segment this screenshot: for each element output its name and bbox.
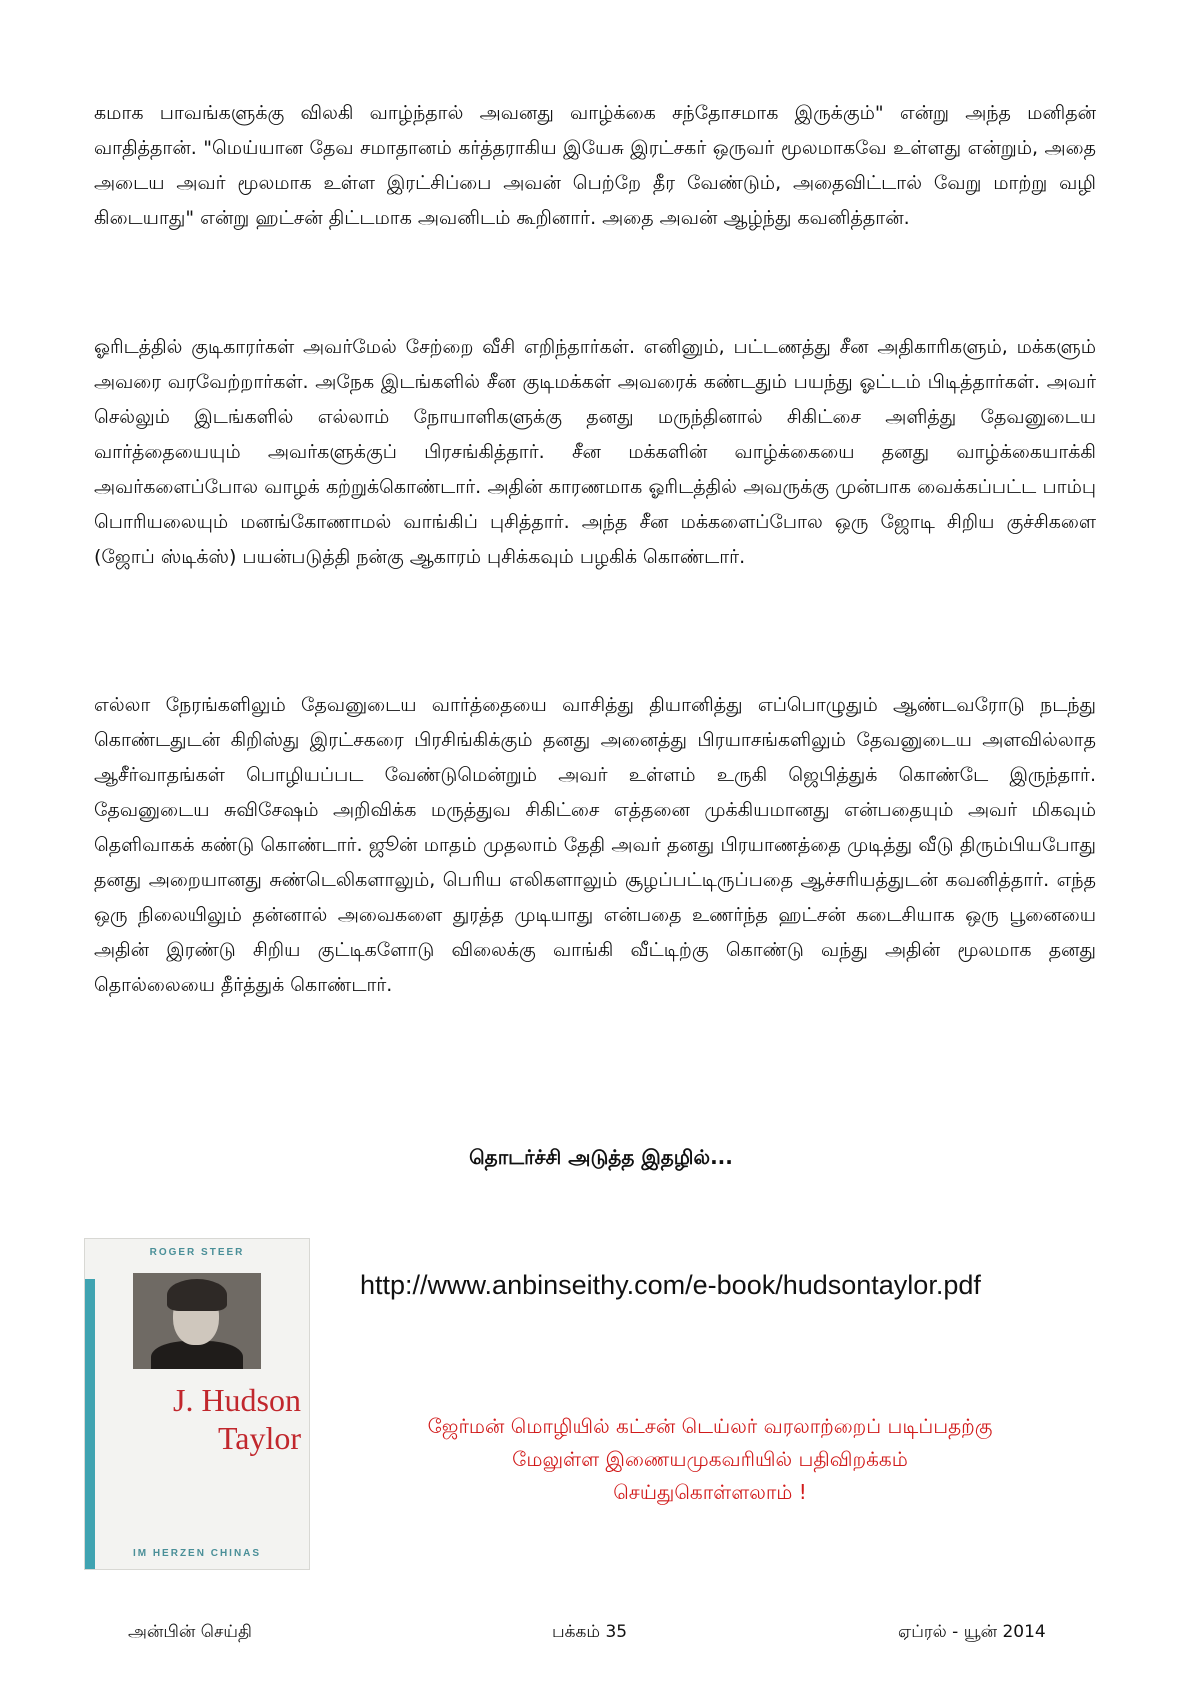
notice-line-1: ஜேர்மன் மொழியில் கட்சன் டெய்லர் வரலாற்றைப் படிப்பதற்கு [427, 1414, 993, 1438]
book-portrait [133, 1273, 261, 1369]
notice-line-2: மேலுள்ள இணையமுகவரியில் பதிவிறக்கம் [512, 1447, 908, 1471]
portrait-hair [167, 1279, 227, 1311]
book-cover-stripe [85, 1279, 95, 1569]
book-cover-image [84, 1238, 310, 1570]
notice-line-3: செய்துகொள்ளலாம் ! [613, 1480, 807, 1504]
download-link[interactable]: http://www.anbinseithy.com/e-book/hudsontaylor.pdf [360, 1270, 981, 1300]
download-notice [320, 1410, 1100, 1509]
book-author: ROGER STEER [149, 1247, 245, 1258]
article-paragraph-1: கமாக பாவங்களுக்கு விலகி வாழ்ந்தால் அவனது வாழ்க்கை சந்தோசமாக இருக்கும்" என்று அந்த மனிதன் வாதித்தான். "மெய்யான தேவ சமாதானம் கர்த்தராகிய இயேசு இரட்சகர் ஒருவர் மூலமாகவே உள்ளது என்றும், அதை அடைய அவர் மூலமாக உள்ள இரட்சிப்பை அவன் பெற்றே தீர வேண்டும், அதைவிட்டால் வேறு மாற்று வழி கிடையாது" என்று ஹட்சன் திட்டமாக அவனிடம் கூறினார். அதை அவன் ஆழ்ந்து கவனித்தான். [94, 102, 1096, 229]
book-title-line-1: J. Hudson [172, 1382, 301, 1418]
book-title [105, 1381, 301, 1457]
footer-magazine-name: அன்பின் செய்தி [128, 1622, 252, 1642]
article-paragraph-2: ஓரிடத்தில் குடிகாரர்கள் அவர்மேல் சேற்றை வீசி எறிந்தார்கள். எனினும், பட்டணத்து சீன அதிகாரிகளும், மக்களும் அவரை வரவேற்றார்கள். அநேக இடங்களில் சீன குடிமக்கள் அவரைக் கண்டதும் பயந்து ஓட்டம் பிடித்தார்கள். அவர் செல்லும் இடங்களில் எல்லாம் நோயாளிகளுக்கு தனது மருந்தினால் சிகிட்சை அளித்து தேவனுடைய வார்த்தையையும் அவர்களுக்குப் பிரசங்கித்தார். சீன மக்களின் வாழ்க்கையை தனது வாழ்க்கையாக்கி அவர்களைப்போல வாழக் கற்றுக்கொண்டார். அதின் காரணமாக ஓரிடத்தில் அவருக்கு முன்பாக வைக்கப்பட்ட பாம்பு பொரியலையும் மனங்கோணாமல் வாங்கிப் புசித்தார். அந்த சீன மக்களைப்போல ஒரு ஜோடி சிறிய குச்சிகளை (ஜோப் ஸ்டிக்ஸ்) பயன்படுத்தி நன்கு ஆகாரம் புசிக்கவும் பழகிக் கொண்டார். [94, 336, 1096, 568]
article-paragraph-3: எல்லா நேரங்களிலும் தேவனுடைய வார்த்தையை வாசித்து தியானித்து எப்பொழுதும் ஆண்டவரோடு நடந்து கொண்டதுடன் கிறிஸ்து இரட்சகரை பிரசிங்கிக்கும் தனது அனைத்து பிரயாசங்களிலும் தேவனுடைய அளவில்லாத ஆசீர்வாதங்கள் பொழியப்பட வேண்டுமென்றும் அவர் உள்ளம் உருகி ஜெபித்துக் கொண்டே இருந்தார். தேவனுடைய சுவிசேஷம் அறிவிக்க மருத்துவ சிகிட்சை எத்தனை முக்கியமானது என்பதையும் அவர் மிகவும் தெளிவாகக் கண்டு கொண்டார். ஜூன் மாதம் முதலாம் தேதி அவர் தனது பிரயாணத்தை முடித்து வீடு திரும்பியபோது தனது அறையானது சுண்டெலிகளாலும், பெரிய எலிகளாலும் சூழப்பட்டிருப்பதை ஆச்சரியத்துடன் கவனித்தார். எந்த ஒரு நிலையிலும் தன்னால் அவைகளை துரத்த முடியாது என்பதை உணர்ந்த ஹட்சன் கடைசியாக ஒரு பூனையை அதின் இரண்டு சிறிய குட்டிகளோடு விலைக்கு வாங்கி வீட்டிற்கு கொண்டு வந்து அதின் மூலமாக தனது தொல்லையை தீர்த்துக் கொண்டார். [94, 694, 1096, 996]
book-subtitle: IM HERZEN CHINAS [132, 1548, 262, 1559]
footer-issue-date: ஏப்ரல் - யூன் 2014 [898, 1622, 1046, 1642]
portrait-coat [151, 1341, 243, 1369]
footer-page-number: பக்கம் 35 [552, 1622, 628, 1642]
continued-next-issue: தொடர்ச்சி அடுத்த இதழில்... [469, 1145, 733, 1169]
book-title-line-2: Taylor [217, 1420, 301, 1456]
